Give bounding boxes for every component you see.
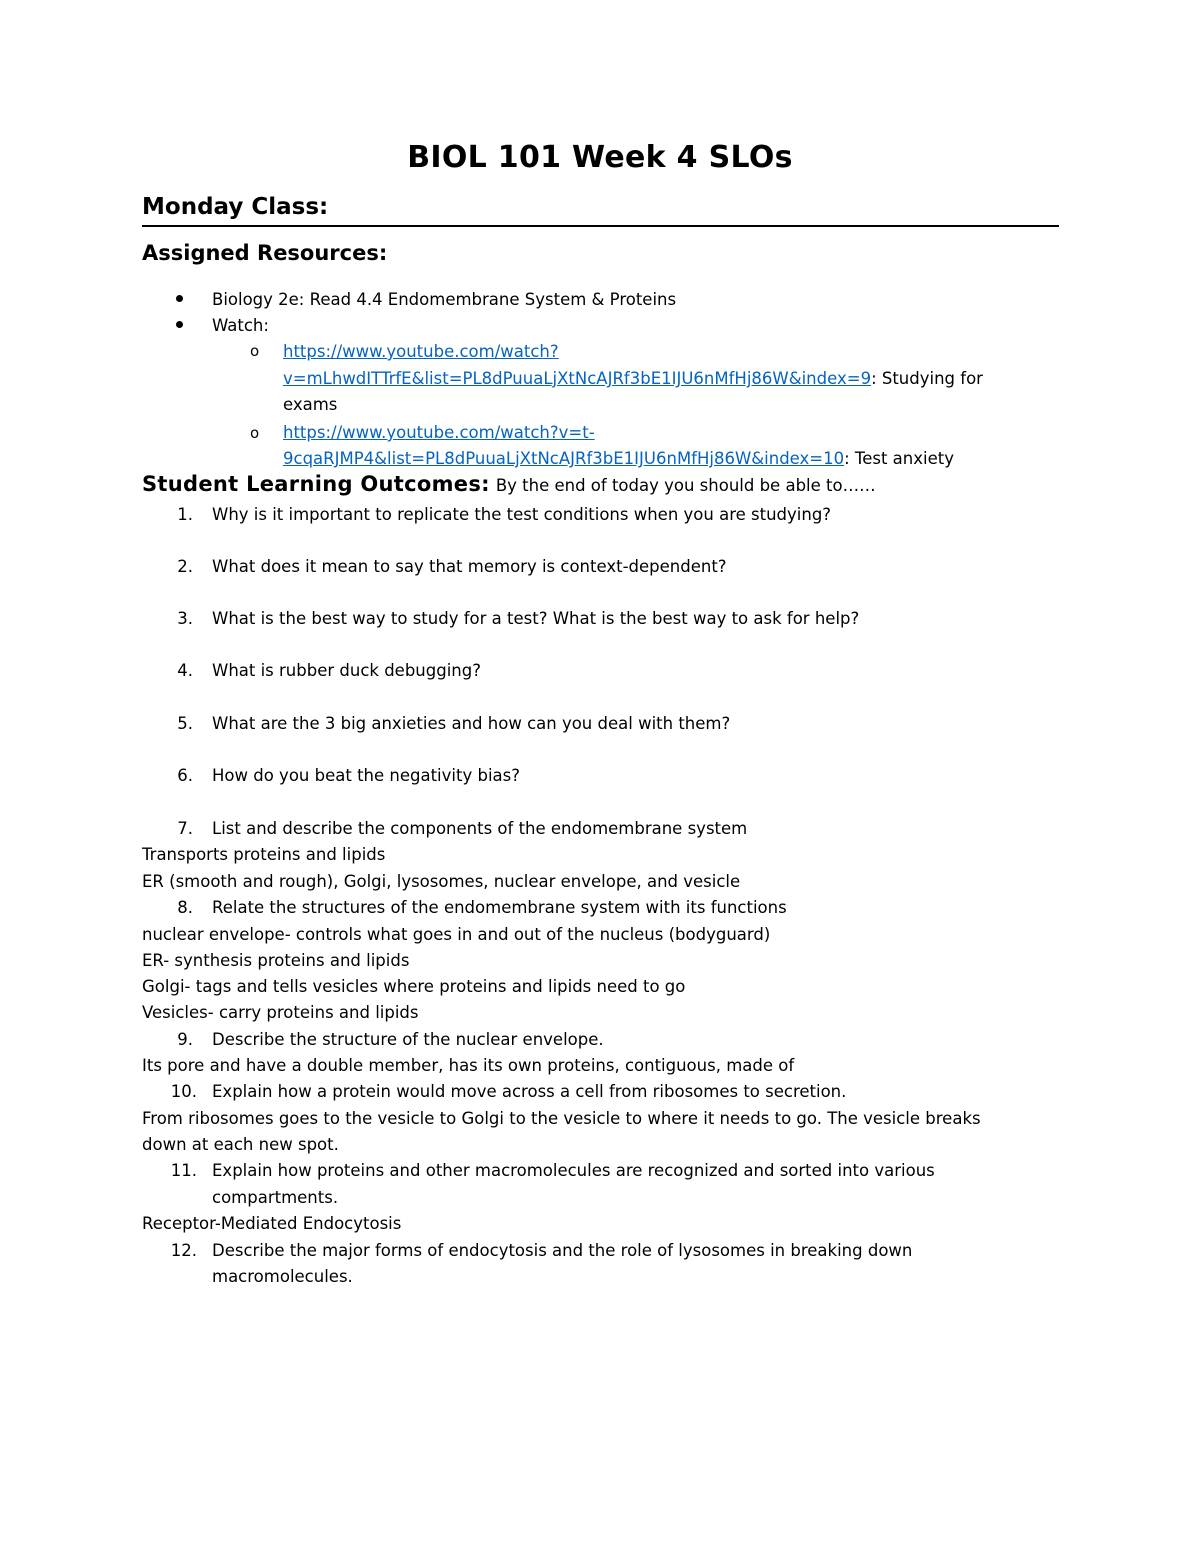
assigned-resources-heading: Assigned Resources: xyxy=(142,241,388,265)
slo-intro: By the end of today you should be able to…… xyxy=(495,476,876,495)
question-12-cont: macromolecules. xyxy=(212,1267,353,1286)
answer-note: Vesicles- carry proteins and lipids xyxy=(142,1003,419,1022)
answer-note: Golgi- tags and tells vesicles where proteins and lipids need to go xyxy=(142,977,686,996)
bullet-dot xyxy=(176,321,183,328)
answer-note: Receptor-Mediated Endocytosis xyxy=(142,1214,402,1233)
video-1-link[interactable]: https://www.youtube.com/watch? xyxy=(283,342,559,361)
video-2-description: : Test anxiety xyxy=(844,449,954,468)
video-1-line2 xyxy=(283,367,983,391)
video-2-link-cont[interactable]: 9cqaRJMP4&list=PL8dPuuaLjXtNcAJRf3bE1IJU6nMfHj86W&index=10 xyxy=(283,449,845,468)
answer-note: From ribosomes goes to the vesicle to Golgi to the vesicle to where it needs to go. The vesicle breaks xyxy=(142,1109,981,1128)
question-number: 11. xyxy=(170,1161,197,1180)
answer-note: ER- synthesis proteins and lipids xyxy=(142,951,410,970)
question-number: 10. xyxy=(170,1082,197,1101)
question-number: 12. xyxy=(170,1241,197,1260)
video-2-line2 xyxy=(283,447,954,471)
video-2-link[interactable]: https://www.youtube.com/watch?v=t- xyxy=(283,423,595,442)
video-1-description-cont: exams xyxy=(283,395,338,414)
answer-note: nuclear envelope- controls what goes in and out of the nucleus (bodyguard) xyxy=(142,925,771,944)
question-number: 3. xyxy=(177,609,193,628)
question-5: What are the 3 big anxieties and how can you deal with them? xyxy=(212,714,731,733)
resource-watch-label: Watch: xyxy=(212,316,269,335)
question-10: Explain how a protein would move across a cell from ribosomes to secretion. xyxy=(212,1082,847,1101)
question-number: 9. xyxy=(177,1030,193,1049)
question-11-cont: compartments. xyxy=(212,1188,339,1207)
question-number: 2. xyxy=(177,557,193,576)
question-11: Explain how proteins and other macromolecules are recognized and sorted into various xyxy=(212,1161,935,1180)
question-3: What is the best way to study for a test? What is the best way to ask for help? xyxy=(212,609,860,628)
sub-bullet-icon: o xyxy=(250,342,260,360)
video-1-link-line1 xyxy=(283,340,559,364)
question-8: Relate the structures of the endomembrane system with its functions xyxy=(212,898,787,917)
question-9: Describe the structure of the nuclear envelope. xyxy=(212,1030,604,1049)
question-12: Describe the major forms of endocytosis and the role of lysosomes in breaking down xyxy=(212,1241,913,1260)
resource-read: Biology 2e: Read 4.4 Endomembrane System & Proteins xyxy=(212,290,677,309)
question-number: 1. xyxy=(177,505,193,524)
question-number: 4. xyxy=(177,661,193,680)
slo-heading: Student Learning Outcomes: xyxy=(142,472,490,496)
question-6: How do you beat the negativity bias? xyxy=(212,766,520,785)
slo-heading-row xyxy=(142,472,876,496)
video-2-link-line1 xyxy=(283,421,595,445)
heading-rule xyxy=(142,225,1059,227)
answer-note: Transports proteins and lipids xyxy=(142,845,386,864)
question-number: 6. xyxy=(177,766,193,785)
question-7: List and describe the components of the endomembrane system xyxy=(212,819,748,838)
answer-note: Its pore and have a double member, has its own proteins, contiguous, made of xyxy=(142,1056,795,1075)
monday-class-heading: Monday Class: xyxy=(142,194,329,220)
question-number: 8. xyxy=(177,898,193,917)
video-1-link-cont[interactable]: v=mLhwdITTrfE&list=PL8dPuuaLjXtNcAJRf3bE1IJU6nMfHj86W&index=9 xyxy=(283,369,872,388)
question-1: Why is it important to replicate the test conditions when you are studying? xyxy=(212,505,832,524)
question-number: 5. xyxy=(177,714,193,733)
answer-note: ER (smooth and rough), Golgi, lysosomes, nuclear envelope, and vesicle xyxy=(142,872,741,891)
answer-note: down at each new spot. xyxy=(142,1135,339,1154)
question-number: 7. xyxy=(177,819,193,838)
question-4: What is rubber duck debugging? xyxy=(212,661,481,680)
sub-bullet-icon: o xyxy=(250,424,260,442)
video-1-description: : Studying for xyxy=(871,369,983,388)
bullet-dot xyxy=(176,295,183,302)
page-title: BIOL 101 Week 4 SLOs xyxy=(407,140,793,175)
question-2: What does it mean to say that memory is context-dependent? xyxy=(212,557,727,576)
